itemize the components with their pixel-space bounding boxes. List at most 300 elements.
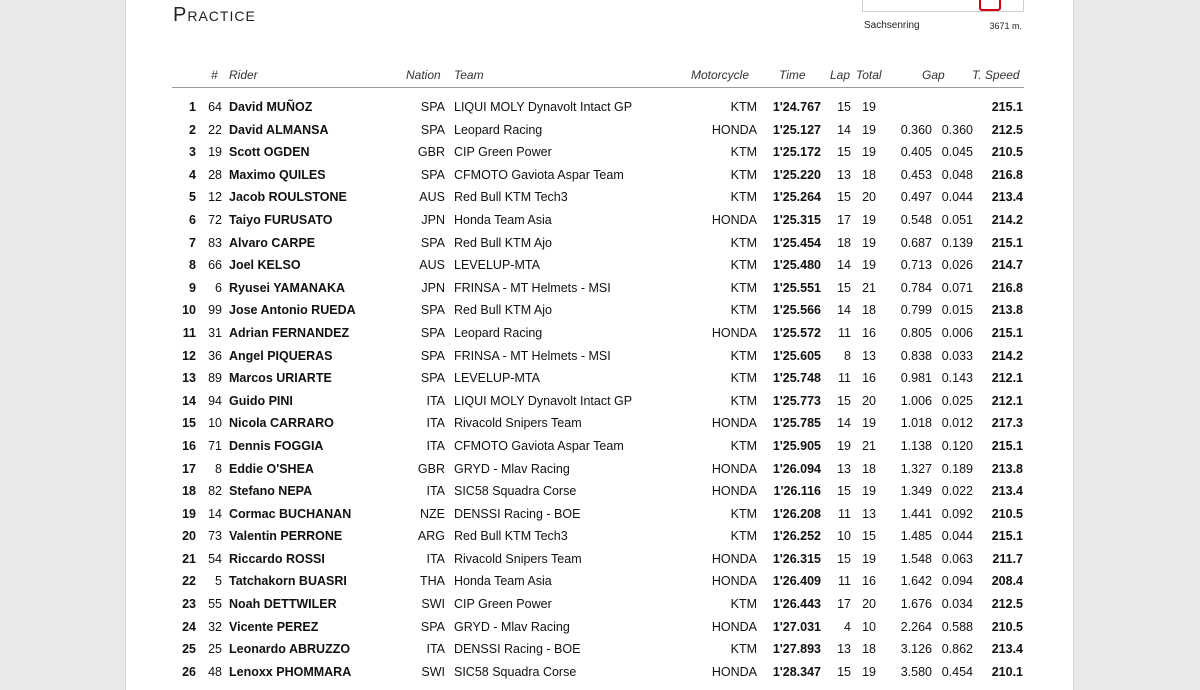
rider-number: 55 bbox=[208, 597, 222, 612]
top-speed: 212.5 bbox=[991, 597, 1023, 612]
rider-name: Leonardo ABRUZZO bbox=[229, 642, 351, 657]
top-speed: 212.1 bbox=[991, 371, 1023, 386]
nation: ITA bbox=[426, 416, 445, 431]
nation: NZE bbox=[420, 506, 445, 521]
gap-to-previous: 0.025 bbox=[941, 393, 973, 408]
rider-number: 22 bbox=[208, 122, 222, 137]
gap-to-leader: 1.441 bbox=[900, 506, 932, 521]
team-name: CFMOTO Gaviota Aspar Team bbox=[454, 438, 624, 453]
total-laps: 19 bbox=[862, 100, 876, 114]
position: 1 bbox=[189, 100, 196, 114]
motorcycle: KTM bbox=[730, 642, 757, 657]
motorcycle: HONDA bbox=[711, 122, 757, 137]
nation: ITA bbox=[426, 551, 445, 566]
team-name: Rivacold Snipers Team bbox=[454, 551, 582, 566]
header-speed: T. Speed bbox=[972, 68, 1020, 82]
motorcycle: KTM bbox=[730, 167, 757, 182]
table-row bbox=[0, 345, 1200, 368]
gap-to-leader: 0.981 bbox=[900, 371, 932, 386]
table-row bbox=[0, 616, 1200, 639]
position: 19 bbox=[182, 506, 196, 521]
rider-name: Joel KELSO bbox=[229, 258, 301, 273]
team-name: FRINSA - MT Helmets - MSI bbox=[454, 280, 611, 295]
gap-to-leader: 0.548 bbox=[900, 212, 932, 227]
position: 8 bbox=[189, 258, 196, 273]
table-row bbox=[0, 548, 1200, 571]
table-row bbox=[0, 412, 1200, 435]
position: 12 bbox=[182, 348, 196, 363]
best-lap: 15 bbox=[837, 551, 851, 566]
total-laps: 19 bbox=[862, 551, 876, 566]
position: 7 bbox=[189, 235, 196, 250]
team-name: SIC58 Squadra Corse bbox=[454, 484, 577, 499]
rider-name: Alvaro CARPE bbox=[229, 235, 316, 250]
table-row bbox=[0, 570, 1200, 593]
lap-time: 1'25.172 bbox=[772, 145, 821, 160]
team-name: LIQUI MOLY Dynavolt Intact GP bbox=[454, 100, 633, 114]
nation: SPA bbox=[420, 122, 445, 137]
position: 13 bbox=[182, 371, 196, 386]
rider-number: 71 bbox=[208, 438, 222, 453]
header-lap: Lap bbox=[830, 68, 851, 82]
position: 5 bbox=[189, 190, 196, 205]
best-lap: 10 bbox=[837, 529, 851, 544]
results-table bbox=[0, 96, 1200, 683]
gap-to-previous: 0.033 bbox=[941, 348, 973, 363]
rider-name: Dennis FOGGIA bbox=[229, 438, 324, 453]
top-speed: 213.8 bbox=[991, 303, 1023, 318]
gap-to-leader: 3.126 bbox=[900, 642, 932, 657]
nation: THA bbox=[420, 574, 445, 589]
lap-time: 1'26.443 bbox=[772, 597, 821, 612]
total-laps: 19 bbox=[862, 664, 876, 679]
lap-time: 1'24.767 bbox=[772, 100, 821, 114]
team-name: Leopard Racing bbox=[454, 122, 543, 137]
page-title: Practice bbox=[173, 4, 256, 26]
rider-name: Vicente PEREZ bbox=[229, 619, 319, 634]
best-lap: 15 bbox=[837, 393, 851, 408]
top-speed: 210.1 bbox=[991, 664, 1023, 679]
best-lap: 15 bbox=[837, 190, 851, 205]
best-lap: 11 bbox=[838, 506, 851, 521]
position: 10 bbox=[182, 303, 196, 318]
motorcycle: KTM bbox=[730, 303, 757, 318]
gap-to-previous: 0.189 bbox=[941, 461, 973, 476]
lap-time: 1'26.208 bbox=[772, 506, 821, 521]
table-row bbox=[0, 525, 1200, 548]
best-lap: 17 bbox=[837, 597, 851, 612]
gap-to-leader: 1.018 bbox=[900, 416, 932, 431]
rider-number: 12 bbox=[208, 190, 222, 205]
top-speed: 216.8 bbox=[991, 167, 1023, 182]
rider-name: David MUÑOZ bbox=[229, 100, 313, 114]
gap-to-previous: 0.044 bbox=[941, 190, 973, 205]
team-name: LEVELUP-MTA bbox=[454, 258, 540, 273]
rider-name: Guido PINI bbox=[229, 393, 293, 408]
total-laps: 16 bbox=[862, 371, 876, 386]
position: 9 bbox=[189, 280, 196, 295]
position: 6 bbox=[189, 212, 196, 227]
team-name: FRINSA - MT Helmets - MSI bbox=[454, 348, 611, 363]
best-lap: 13 bbox=[837, 461, 851, 476]
motorcycle: KTM bbox=[730, 100, 757, 114]
gap-to-previous: 0.045 bbox=[941, 145, 973, 160]
lap-time: 1'25.220 bbox=[772, 167, 821, 182]
rider-number: 72 bbox=[208, 212, 222, 227]
gap-to-leader: 0.687 bbox=[900, 235, 932, 250]
rider-name: Jacob ROULSTONE bbox=[229, 190, 347, 205]
team-name: Red Bull KTM Ajo bbox=[454, 235, 552, 250]
rider-number: 8 bbox=[215, 461, 222, 476]
rider-number: 32 bbox=[208, 619, 222, 634]
motorcycle: HONDA bbox=[711, 664, 757, 679]
position: 11 bbox=[182, 325, 196, 340]
rider-name: Angel PIQUERAS bbox=[229, 348, 333, 363]
best-lap: 8 bbox=[844, 348, 851, 363]
top-speed: 213.4 bbox=[991, 190, 1023, 205]
lap-time: 1'27.893 bbox=[772, 642, 821, 657]
top-speed: 213.4 bbox=[991, 642, 1023, 657]
nation: SPA bbox=[420, 325, 445, 340]
team-name: CIP Green Power bbox=[454, 145, 552, 160]
total-laps: 19 bbox=[862, 484, 876, 499]
circuit-length: 3671 m. bbox=[989, 21, 1022, 31]
rider-number: 25 bbox=[208, 642, 222, 657]
rider-number: 48 bbox=[208, 664, 222, 679]
table-row bbox=[0, 390, 1200, 413]
motorcycle: KTM bbox=[730, 235, 757, 250]
top-speed: 214.7 bbox=[991, 258, 1023, 273]
gap-to-previous: 0.048 bbox=[941, 167, 973, 182]
rider-name: Jose Antonio RUEDA bbox=[229, 303, 356, 318]
gap-to-leader: 0.713 bbox=[900, 258, 932, 273]
table-row bbox=[0, 141, 1200, 164]
table-row bbox=[0, 638, 1200, 661]
nation: SWI bbox=[421, 664, 445, 679]
best-lap: 15 bbox=[837, 280, 851, 295]
header-team: Team bbox=[454, 68, 484, 82]
top-speed: 210.5 bbox=[991, 145, 1023, 160]
nation: ITA bbox=[426, 393, 445, 408]
gap-to-leader: 1.485 bbox=[900, 529, 932, 544]
gap-to-previous: 0.139 bbox=[941, 235, 973, 250]
header-divider bbox=[172, 87, 1024, 88]
table-row bbox=[0, 458, 1200, 481]
rider-number: 89 bbox=[208, 371, 222, 386]
gap-to-leader: 0.497 bbox=[900, 190, 932, 205]
nation: ITA bbox=[426, 642, 445, 657]
table-row bbox=[0, 232, 1200, 255]
rider-name: Adrian FERNANDEZ bbox=[229, 325, 350, 340]
total-laps: 19 bbox=[862, 212, 876, 227]
lap-time: 1'25.454 bbox=[772, 235, 821, 250]
nation: SPA bbox=[420, 235, 445, 250]
motorcycle: KTM bbox=[730, 348, 757, 363]
motorcycle: HONDA bbox=[711, 461, 757, 476]
gap-to-previous: 0.588 bbox=[941, 619, 973, 634]
best-lap: 17 bbox=[837, 212, 851, 227]
gap-to-leader: 0.805 bbox=[900, 325, 932, 340]
total-laps: 18 bbox=[862, 303, 876, 318]
rider-name: Nicola CARRARO bbox=[229, 416, 334, 431]
best-lap: 18 bbox=[837, 235, 851, 250]
gap-to-previous: 0.120 bbox=[941, 438, 973, 453]
lap-time: 1'25.748 bbox=[772, 371, 821, 386]
position: 24 bbox=[182, 619, 196, 634]
best-lap: 15 bbox=[837, 145, 851, 160]
lap-time: 1'25.566 bbox=[772, 303, 821, 318]
brand-logo-icon bbox=[979, 0, 1001, 11]
total-laps: 20 bbox=[862, 597, 876, 612]
nation: ITA bbox=[426, 438, 445, 453]
gap-to-previous: 0.022 bbox=[941, 484, 973, 499]
gap-to-previous: 0.092 bbox=[941, 506, 973, 521]
total-laps: 13 bbox=[862, 506, 876, 521]
gap-to-previous: 0.051 bbox=[941, 212, 973, 227]
position: 4 bbox=[189, 167, 196, 182]
nation: SPA bbox=[420, 167, 445, 182]
rider-number: 66 bbox=[208, 258, 222, 273]
table-row bbox=[0, 503, 1200, 526]
table-row bbox=[0, 96, 1200, 119]
gap-to-leader: 3.580 bbox=[900, 664, 932, 679]
total-laps: 19 bbox=[862, 122, 876, 137]
table-row bbox=[0, 593, 1200, 616]
table-row bbox=[0, 119, 1200, 142]
lap-time: 1'25.480 bbox=[772, 258, 821, 273]
rider-number: 14 bbox=[208, 506, 222, 521]
motorcycle: HONDA bbox=[711, 574, 757, 589]
top-speed: 215.1 bbox=[991, 100, 1023, 114]
top-speed: 217.3 bbox=[991, 416, 1023, 431]
rider-number: 36 bbox=[208, 348, 222, 363]
rider-name: Taiyo FURUSATO bbox=[229, 212, 333, 227]
gap-to-leader: 1.676 bbox=[900, 597, 932, 612]
lap-time: 1'25.572 bbox=[772, 325, 821, 340]
best-lap: 13 bbox=[837, 167, 851, 182]
lap-time: 1'26.116 bbox=[773, 484, 821, 499]
top-speed: 214.2 bbox=[991, 348, 1023, 363]
team-name: Red Bull KTM Ajo bbox=[454, 303, 552, 318]
gap-to-previous: 0.862 bbox=[941, 642, 973, 657]
team-name: Leopard Racing bbox=[454, 325, 543, 340]
motorcycle: HONDA bbox=[711, 619, 757, 634]
lap-time: 1'25.551 bbox=[772, 280, 821, 295]
nation: GBR bbox=[417, 145, 445, 160]
position: 16 bbox=[182, 438, 196, 453]
top-speed: 210.5 bbox=[991, 506, 1023, 521]
gap-to-leader: 1.548 bbox=[900, 551, 932, 566]
best-lap: 15 bbox=[837, 484, 851, 499]
nation: JPN bbox=[421, 280, 445, 295]
gap-to-leader: 1.138 bbox=[900, 438, 932, 453]
table-row bbox=[0, 435, 1200, 458]
lap-time: 1'27.031 bbox=[772, 619, 821, 634]
best-lap: 11 bbox=[838, 325, 851, 340]
top-speed: 215.1 bbox=[991, 529, 1023, 544]
team-name: CFMOTO Gaviota Aspar Team bbox=[454, 167, 624, 182]
lap-time: 1'26.409 bbox=[772, 574, 821, 589]
lap-time: 1'26.315 bbox=[772, 551, 821, 566]
top-speed: 215.1 bbox=[991, 438, 1023, 453]
table-row bbox=[0, 367, 1200, 390]
rider-number: 31 bbox=[208, 325, 222, 340]
rider-name: Cormac BUCHANAN bbox=[229, 506, 352, 521]
nation: SPA bbox=[420, 348, 445, 363]
total-laps: 18 bbox=[862, 461, 876, 476]
team-name: GRYD - Mlav Racing bbox=[454, 619, 570, 634]
position: 18 bbox=[182, 484, 196, 499]
gap-to-previous: 0.071 bbox=[941, 280, 973, 295]
team-name: Red Bull KTM Tech3 bbox=[454, 529, 568, 544]
table-row bbox=[0, 186, 1200, 209]
position: 15 bbox=[182, 416, 196, 431]
rider-number: 73 bbox=[208, 529, 222, 544]
top-speed: 208.4 bbox=[991, 574, 1023, 589]
motorcycle: KTM bbox=[730, 190, 757, 205]
total-laps: 21 bbox=[862, 438, 876, 453]
motorcycle: KTM bbox=[730, 393, 757, 408]
motorcycle: KTM bbox=[730, 506, 757, 521]
rider-number: 28 bbox=[208, 167, 222, 182]
table-row bbox=[0, 277, 1200, 300]
rider-number: 94 bbox=[208, 393, 222, 408]
total-laps: 19 bbox=[862, 145, 876, 160]
gap-to-leader: 1.006 bbox=[900, 393, 932, 408]
gap-to-leader: 1.327 bbox=[900, 461, 932, 476]
rider-name: Valentin PERRONE bbox=[229, 529, 343, 544]
gap-to-previous: 0.012 bbox=[941, 416, 973, 431]
rider-number: 83 bbox=[208, 235, 222, 250]
total-laps: 16 bbox=[862, 574, 876, 589]
gap-to-previous: 0.044 bbox=[941, 529, 973, 544]
best-lap: 14 bbox=[837, 258, 851, 273]
rider-name: Ryusei YAMANAKA bbox=[229, 280, 346, 295]
header-num: # bbox=[211, 68, 218, 82]
nation: SPA bbox=[420, 371, 445, 386]
nation: SPA bbox=[420, 100, 445, 114]
table-row bbox=[0, 661, 1200, 684]
top-speed: 215.1 bbox=[991, 325, 1023, 340]
gap-to-previous: 0.026 bbox=[941, 258, 973, 273]
total-laps: 10 bbox=[862, 619, 876, 634]
rider-name: Riccardo ROSSI bbox=[229, 551, 325, 566]
table-row bbox=[0, 164, 1200, 187]
gap-to-leader: 0.838 bbox=[900, 348, 932, 363]
motorcycle: KTM bbox=[730, 145, 757, 160]
top-speed: 214.2 bbox=[991, 212, 1023, 227]
table-row bbox=[0, 480, 1200, 503]
nation: GBR bbox=[417, 461, 445, 476]
motorcycle: KTM bbox=[730, 438, 757, 453]
gap-to-previous: 0.143 bbox=[941, 371, 973, 386]
gap-to-leader: 1.642 bbox=[900, 574, 932, 589]
total-laps: 21 bbox=[862, 280, 876, 295]
top-speed: 211.7 bbox=[992, 551, 1023, 566]
top-speed: 213.4 bbox=[991, 484, 1023, 499]
rider-number: 82 bbox=[208, 484, 222, 499]
top-speed: 212.1 bbox=[991, 393, 1023, 408]
top-speed: 216.8 bbox=[991, 280, 1023, 295]
rider-name: Stefano NEPA bbox=[229, 484, 313, 499]
rider-name: Maximo QUILES bbox=[229, 167, 326, 182]
top-speed: 213.8 bbox=[991, 461, 1023, 476]
team-name: DENSSI Racing - BOE bbox=[454, 642, 581, 657]
lap-time: 1'25.315 bbox=[772, 212, 821, 227]
motorcycle: HONDA bbox=[711, 212, 757, 227]
position: 25 bbox=[182, 642, 196, 657]
team-name: Honda Team Asia bbox=[454, 212, 552, 227]
total-laps: 13 bbox=[862, 348, 876, 363]
team-name: DENSSI Racing - BOE bbox=[454, 506, 581, 521]
best-lap: 13 bbox=[837, 642, 851, 657]
gap-to-leader: 0.360 bbox=[900, 122, 932, 137]
total-laps: 16 bbox=[862, 325, 876, 340]
total-laps: 19 bbox=[862, 258, 876, 273]
best-lap: 14 bbox=[837, 416, 851, 431]
gap-to-leader: 0.799 bbox=[900, 303, 932, 318]
gap-to-previous: 0.454 bbox=[941, 664, 973, 679]
rider-name: Tatchakorn BUASRI bbox=[229, 574, 347, 589]
motorcycle: HONDA bbox=[711, 416, 757, 431]
circuit-name: Sachsenring bbox=[864, 20, 920, 31]
total-laps: 20 bbox=[862, 190, 876, 205]
rider-name: Marcos URIARTE bbox=[229, 371, 332, 386]
best-lap: 4 bbox=[844, 619, 851, 634]
position: 23 bbox=[182, 597, 196, 612]
header-rider: Rider bbox=[229, 68, 258, 82]
rider-number: 6 bbox=[215, 280, 222, 295]
nation: JPN bbox=[421, 212, 445, 227]
lap-time: 1'28.347 bbox=[772, 664, 821, 679]
position: 17 bbox=[182, 461, 196, 476]
best-lap: 11 bbox=[838, 574, 851, 589]
table-row bbox=[0, 254, 1200, 277]
total-laps: 18 bbox=[862, 642, 876, 657]
lap-time: 1'25.605 bbox=[772, 348, 821, 363]
rider-name: Eddie O'SHEA bbox=[229, 461, 314, 476]
total-laps: 18 bbox=[862, 167, 876, 182]
total-laps: 15 bbox=[862, 529, 876, 544]
nation: AUS bbox=[419, 258, 445, 273]
rider-name: Noah DETTWILER bbox=[229, 597, 337, 612]
rider-name: David ALMANSA bbox=[229, 122, 329, 137]
team-name: Rivacold Snipers Team bbox=[454, 416, 582, 431]
position: 14 bbox=[182, 393, 196, 408]
table-row bbox=[0, 322, 1200, 345]
gap-to-leader: 0.784 bbox=[900, 280, 932, 295]
gap-to-previous: 0.015 bbox=[941, 303, 973, 318]
header-time: Time bbox=[779, 68, 806, 82]
team-name: LIQUI MOLY Dynavolt Intact GP bbox=[454, 393, 633, 408]
header-gap: Gap bbox=[922, 68, 945, 82]
best-lap: 11 bbox=[838, 371, 851, 386]
gap-to-previous: 0.094 bbox=[941, 574, 973, 589]
position: 21 bbox=[182, 551, 196, 566]
rider-number: 64 bbox=[208, 100, 222, 114]
motorcycle: HONDA bbox=[711, 325, 757, 340]
gap-to-leader: 2.264 bbox=[900, 619, 932, 634]
nation: ARG bbox=[417, 529, 445, 544]
best-lap: 15 bbox=[837, 664, 851, 679]
motorcycle: KTM bbox=[730, 597, 757, 612]
gap-to-previous: 0.360 bbox=[941, 122, 973, 137]
motorcycle: HONDA bbox=[711, 551, 757, 566]
top-speed: 212.5 bbox=[991, 122, 1023, 137]
table-row bbox=[0, 299, 1200, 322]
gap-to-leader: 0.405 bbox=[900, 145, 932, 160]
team-name: LEVELUP-MTA bbox=[454, 371, 540, 386]
